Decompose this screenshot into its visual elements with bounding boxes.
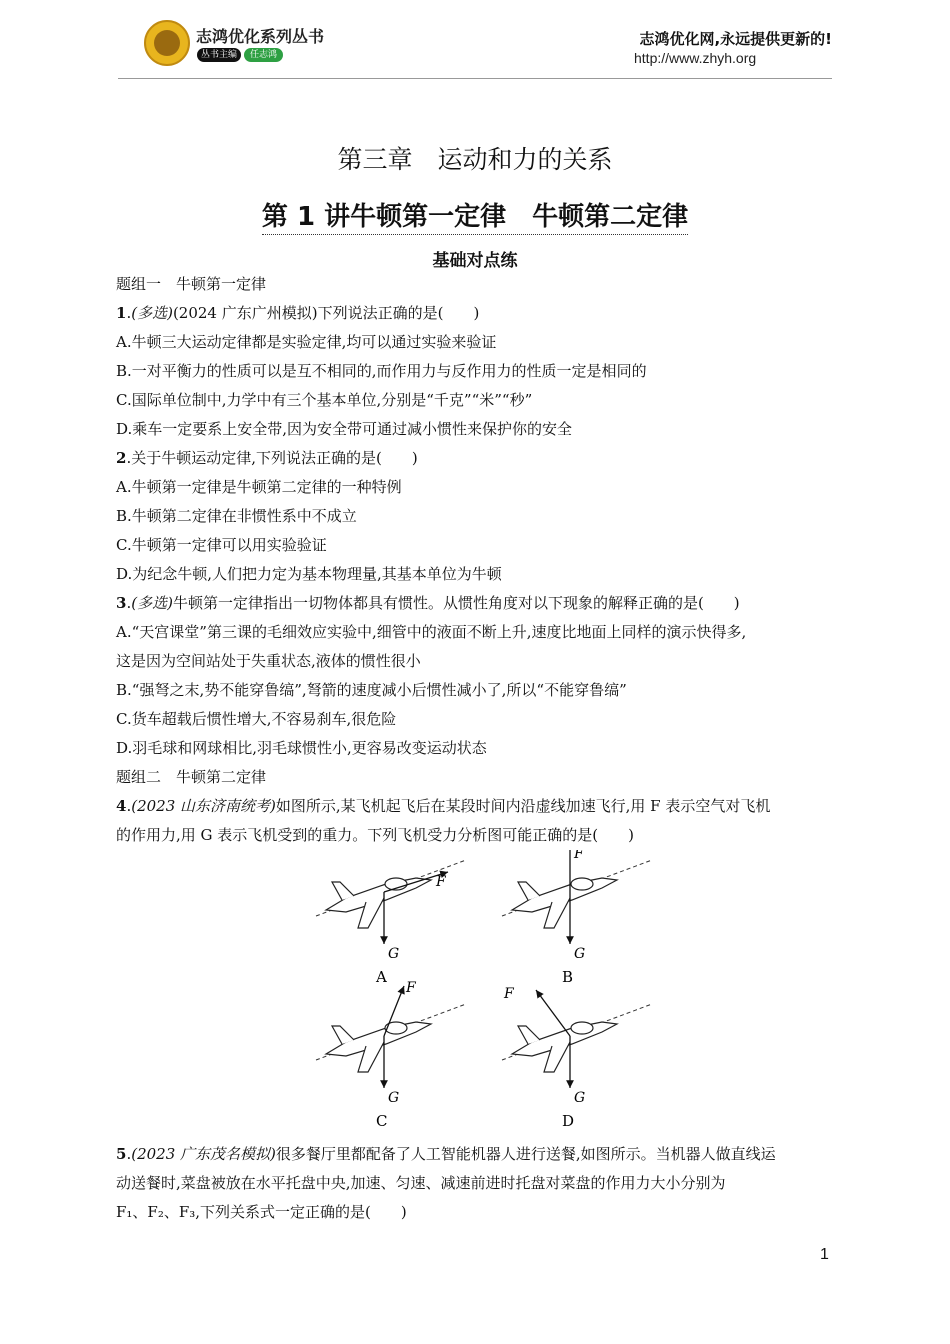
label-f-d: F [504,986,514,1002]
question-4-stem-cont: 的作用力,用 G 表示飞机受到的重力。下列飞机受力分析图可能正确的是( ) [116,826,634,844]
option: B.牛顿第二定律在非惯性系中不成立 [116,507,357,525]
caption-b: B [562,968,574,986]
airplane-force-figure [116,850,836,1140]
option: D.乘车一定要系上安全带,因为安全带可通过减小惯性来保护你的安全 [116,420,573,438]
editor-name: 任志鸿 [244,48,283,62]
option: C.货车超载后惯性增大,不容易刹车,很危险 [116,710,397,728]
label-g-a: G [388,946,400,962]
option: B.一对平衡力的性质可以是互不相同的,而作用力与反作用力的性质一定是相同的 [116,362,647,380]
question-1-stem: 1.(多选)(2024 广东广州模拟)下列说法正确的是( ) [116,304,480,322]
page-header [0,0,950,80]
force-diagrams [116,850,836,1140]
question-5-stem-cont: 动送餐时,菜盘被放在水平托盘中央,加速、匀速、减速前进时托盘对菜盘的作用力大小分别为 [116,1174,726,1192]
option: A.牛顿第一定律是牛顿第二定律的一种特例 [116,478,402,496]
option: A.牛顿三大运动定律都是实验定律,均可以通过实验来验证 [116,333,497,351]
section-title: 基础对点练 [432,251,518,271]
diagram-d [502,990,652,1088]
label-f-b: F [574,850,584,862]
publisher-logo [144,20,190,66]
question-5-stem-cont2: F₁、F₂、F₃,下列关系式一定正确的是( ) [116,1203,407,1221]
brand-name: 志鸿优化系列丛书 [196,27,325,46]
question-4-stem: 4.(2023 山东济南统考)如图所示,某飞机起飞后在某段时间内沿虚线加速飞行,用 F 表示空气对飞机 [116,797,771,815]
group-2-label: 题组二 牛顿第二定律 [116,768,267,786]
group-1-label: 题组一 牛顿第一定律 [116,275,267,293]
question-2-stem: 2.关于牛顿运动定律,下列说法正确的是( ) [116,449,418,467]
label-f-a: F [436,874,446,890]
caption-d: D [562,1112,575,1130]
caption-c: C [376,1112,388,1130]
header-divider [118,78,832,79]
lecture-title: 第 1 讲牛顿第一定律 牛顿第二定律 [0,196,950,233]
chapter-title: 第三章 运动和力的关系 [337,145,613,174]
diagram-c [316,986,466,1088]
label-g-c: G [388,1090,400,1106]
diagram-b [502,850,652,944]
label-f-c: F [406,980,416,996]
question-5-stem: 5.(2023 广东茂名模拟)很多餐厅里都配备了人工智能机器人进行送餐,如图所示。当机器人做直线运 [116,1145,776,1163]
option: C.牛顿第一定律可以用实验验证 [116,536,327,554]
question-body [116,270,836,1227]
question-3-stem: 3.(多选)牛顿第一定律指出一切物体都具有惯性。从惯性角度对以下现象的解释正确的是( ) [116,594,740,612]
option: D.羽毛球和网球相比,羽毛球惯性小,更容易改变运动状态 [116,739,487,757]
editor-badge: 丛书主编 [197,48,241,62]
option: A.“天宫课堂”第三课的毛细效应实验中,细管中的液面不断上升,速度比地面上同样的演示快得多, [116,623,747,641]
page-number: 1 [820,1246,829,1263]
option: D.为纪念牛顿,人们把力定为基本物理量,其基本单位为牛顿 [116,565,502,583]
option: B.“强弩之末,势不能穿鲁缟”,弩箭的速度减小后惯性减小了,所以“不能穿鲁缟” [116,681,627,699]
site-slogan: 志鸿优化网,永远提供更新的! [639,30,832,48]
option: 这是因为空间站处于失重状态,液体的惯性很小 [116,652,421,670]
label-g-b: G [574,946,586,962]
caption-a: A [376,968,387,986]
label-g-d: G [574,1090,586,1106]
site-url-link[interactable]: http://www.zhyh.org [634,50,757,66]
diagram-a [316,860,466,944]
option: C.国际单位制中,力学中有三个基本单位,分别是“千克”“米”“秒” [116,391,533,409]
